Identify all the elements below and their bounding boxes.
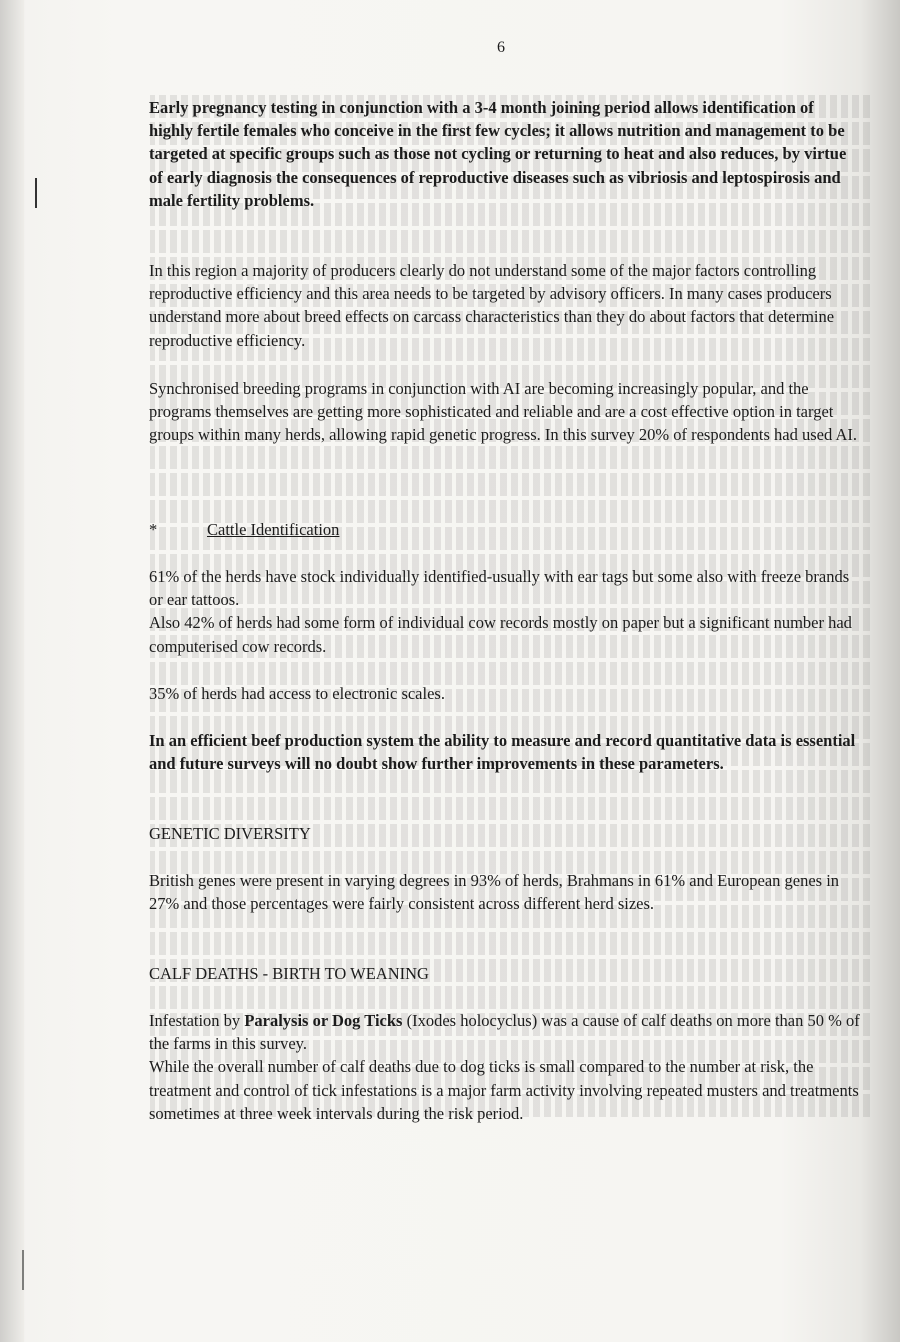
paralysis-ticks-term: Paralysis or Dog Ticks	[244, 1011, 403, 1030]
infestation-pre: Infestation by	[149, 1011, 245, 1030]
bullet-marker: *	[149, 520, 158, 539]
margin-mark	[22, 1250, 24, 1290]
region-majority-paragraph: In this region a majority of producers clearly do not understand some of the major factors controlling reproductive efficiency and this area needs to be targeted by advisory officers. In many cases producers understand more about breed effects on carcass characteristics than they do about factors that determine reproductive efficiency.	[149, 261, 835, 350]
cattle-identification-heading	[149, 518, 861, 541]
efficient-system-paragraph: In an efficient beef production system the ability to measure and record quantitative data is essential and future surveys will no doubt show further improvements in these parameters.	[149, 731, 856, 774]
calf-deaths-paragraph	[149, 1009, 861, 1125]
genes-paragraph: British genes were present in varying degrees in 93% of herds, Brahmans in 61% and European genes in 27% and those percentages were fairly consistent across different herd sizes.	[149, 871, 840, 914]
identified-paragraph	[149, 565, 861, 658]
infestation-text	[149, 1009, 861, 1055]
binding-edge	[0, 0, 24, 1342]
cattle-identification-title: Cattle Identification	[207, 520, 340, 539]
margin-mark	[35, 178, 37, 208]
calf-deaths-heading: CALF DEATHS - BIRTH TO WEANING	[149, 964, 429, 983]
page-number: 6	[497, 39, 505, 56]
infestation-post: (Ixodes holocyclus) was a cause of calf deaths on more than 50 % of the farms in this survey.	[149, 1011, 860, 1054]
early-pregnancy-paragraph: Early pregnancy testing in conjunction with a 3-4 month joining period allows identification of highly fertile females who conceive in the first few cycles; it allows nutrition and management to be targeted at specific groups such as those not cycling or returning to heat and also reduces, by virtue of early diagnosis the consequences of reproductive diseases such as vibriosis and leptospirosis and male fertility problems.	[149, 98, 847, 210]
records-text: Also 42% of herds had some form of individual cow records mostly on paper but a significant number had computerised cow records.	[149, 613, 852, 656]
overall-number-text: While the overall number of calf deaths due to dog ticks is small compared to the number at risk, the treatment and control of tick infestations is a major farm activity involving repeated musters and treatments sometimes at three week intervals during the risk period.	[149, 1057, 859, 1123]
identified-text: 61% of the herds have stock individually identified-usually with ear tags but some also with freeze brands or ear tattoos.	[149, 567, 850, 610]
genetic-diversity-heading: GENETIC DIVERSITY	[149, 824, 311, 843]
synchronised-breeding-paragraph: Synchronised breeding programs in conjunction with AI are becoming increasingly popular, and the programs themselves are getting more sophisticated and reliable and are a cost effective option in target groups within many herds, allowing rapid genetic progress. In this survey 20% of respondents had used AI.	[149, 379, 857, 445]
scales-paragraph: 35% of herds had access to electronic scales.	[149, 684, 445, 703]
